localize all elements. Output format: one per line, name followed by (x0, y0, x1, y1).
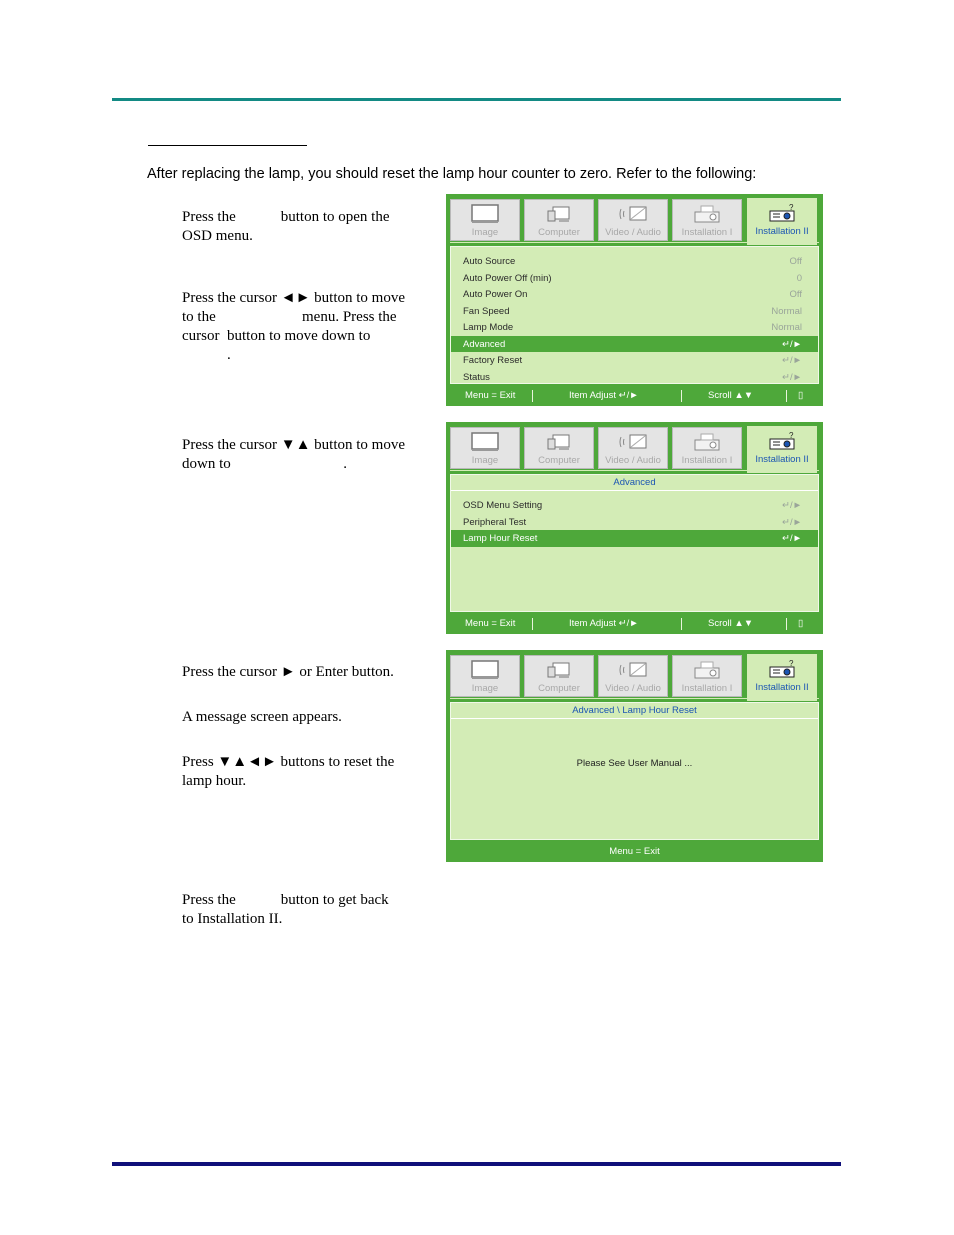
tab-installation-i[interactable]: Installation I (672, 199, 742, 241)
menu-item-auto-source[interactable]: Auto Source Off (463, 256, 802, 267)
osd-panel-lamp-hour-reset (446, 650, 823, 862)
projector-icon (692, 659, 722, 681)
computer-icon (544, 203, 574, 225)
breadcrumb: Advanced (451, 475, 818, 491)
menu-item-factory-reset[interactable]: Factory Reset ↵/► (463, 355, 802, 366)
tab-computer[interactable]: Computer (524, 655, 594, 697)
menu-item-advanced[interactable]: Advanced ↵/► (451, 336, 818, 353)
tab-video-audio[interactable]: Video / Audio (598, 427, 668, 469)
projector-icon (692, 431, 722, 453)
tab-computer[interactable]: Computer (524, 427, 594, 469)
video-audio-icon (618, 203, 648, 225)
osd-tab-bar (450, 654, 819, 698)
step-2: Press the cursor ◄► button to move to the menu. Press the cursor button to move down to . (182, 290, 406, 363)
step-7: Press the button to get back to Installation II. (182, 892, 389, 927)
menu-item-auto-power-on[interactable]: Auto Power On Off (463, 289, 802, 300)
footer-menu-exit: Menu = Exit (465, 618, 516, 629)
tab-image[interactable]: Image (450, 199, 520, 241)
osd-tab-bar (450, 198, 819, 242)
menu-item-lamp-hour-reset[interactable]: Lamp Hour Reset ↵/► (451, 530, 818, 547)
lock-icon: ▯ (798, 618, 804, 629)
footer-item-adjust: Item Adjust ↵/► (569, 618, 639, 629)
section-heading-underline (148, 145, 307, 146)
step-4: Press the cursor ► or Enter button. (182, 664, 394, 680)
projector-settings-icon (767, 430, 797, 452)
osd-panel-advanced (446, 422, 823, 634)
message-text: Please See User Manual ... (576, 758, 693, 769)
video-audio-icon (618, 431, 648, 453)
computer-icon (544, 431, 574, 453)
svg-text:?: ? (789, 659, 794, 668)
tab-installation-ii[interactable]: ? Installation II (747, 426, 817, 473)
image-icon (470, 203, 500, 225)
footer-menu-exit: Menu = Exit (609, 846, 660, 857)
svg-text:?: ? (789, 431, 794, 440)
step-1: Press the button to open the OSD menu. (182, 209, 390, 244)
intro-text: After replacing the lamp, you should reset the lamp hour counter to zero. Refer to the following: (147, 166, 757, 182)
tab-video-audio[interactable]: Video / Audio (598, 199, 668, 241)
footer-scroll: Scroll ▲▼ (708, 390, 754, 401)
menu-item-status[interactable]: Status ↵/► (463, 371, 802, 383)
svg-text:?: ? (789, 203, 794, 212)
tab-image[interactable]: Image (450, 427, 520, 469)
osd-message-area (450, 702, 819, 840)
tab-image[interactable]: Image (450, 655, 520, 697)
image-icon (470, 431, 500, 453)
tab-computer[interactable]: Computer (524, 199, 594, 241)
tab-installation-ii[interactable]: ? Installation II (747, 654, 817, 701)
menu-item-osd-menu-setting[interactable]: OSD Menu Setting ↵/► (463, 500, 802, 511)
projector-icon (692, 203, 722, 225)
osd-footer (446, 617, 823, 631)
tab-installation-i[interactable]: Installation I (672, 655, 742, 697)
osd-footer (446, 389, 823, 403)
menu-item-auto-power-off[interactable]: Auto Power Off (min) 0 (463, 272, 802, 284)
video-audio-icon (618, 659, 648, 681)
image-icon (470, 659, 500, 681)
menu-item-fan-speed[interactable]: Fan Speed Normal (463, 305, 802, 317)
step-6: Press ▼▲◄► buttons to reset the lamp hour. (182, 754, 395, 789)
tab-installation-ii[interactable]: ? Installation II (747, 198, 817, 245)
footer-rule (112, 1162, 841, 1166)
osd-tab-bar (450, 426, 819, 470)
step-3: Press the cursor ▼▲ button to move down to . (182, 437, 406, 472)
osd-menu-list (450, 246, 819, 384)
projector-settings-icon (767, 658, 797, 680)
computer-icon (544, 659, 574, 681)
lock-icon: ▯ (798, 390, 804, 401)
footer-item-adjust: Item Adjust ↵/► (569, 390, 639, 401)
footer-menu-exit: Menu = Exit (465, 390, 516, 401)
step-5: A message screen appears. (182, 709, 342, 725)
breadcrumb: Advanced \ Lamp Hour Reset (451, 703, 818, 719)
footer-scroll: Scroll ▲▼ (708, 618, 754, 629)
osd-panel-installation-ii (446, 194, 823, 406)
menu-item-lamp-mode[interactable]: Lamp Mode Normal (463, 322, 802, 333)
osd-menu-list (450, 474, 819, 612)
osd-footer (446, 845, 823, 859)
tab-installation-i[interactable]: Installation I (672, 427, 742, 469)
tab-video-audio[interactable]: Video / Audio (598, 655, 668, 697)
menu-item-peripheral-test[interactable]: Peripheral Test ↵/► (463, 516, 802, 528)
header-rule (112, 98, 841, 101)
projector-settings-icon (767, 202, 797, 224)
